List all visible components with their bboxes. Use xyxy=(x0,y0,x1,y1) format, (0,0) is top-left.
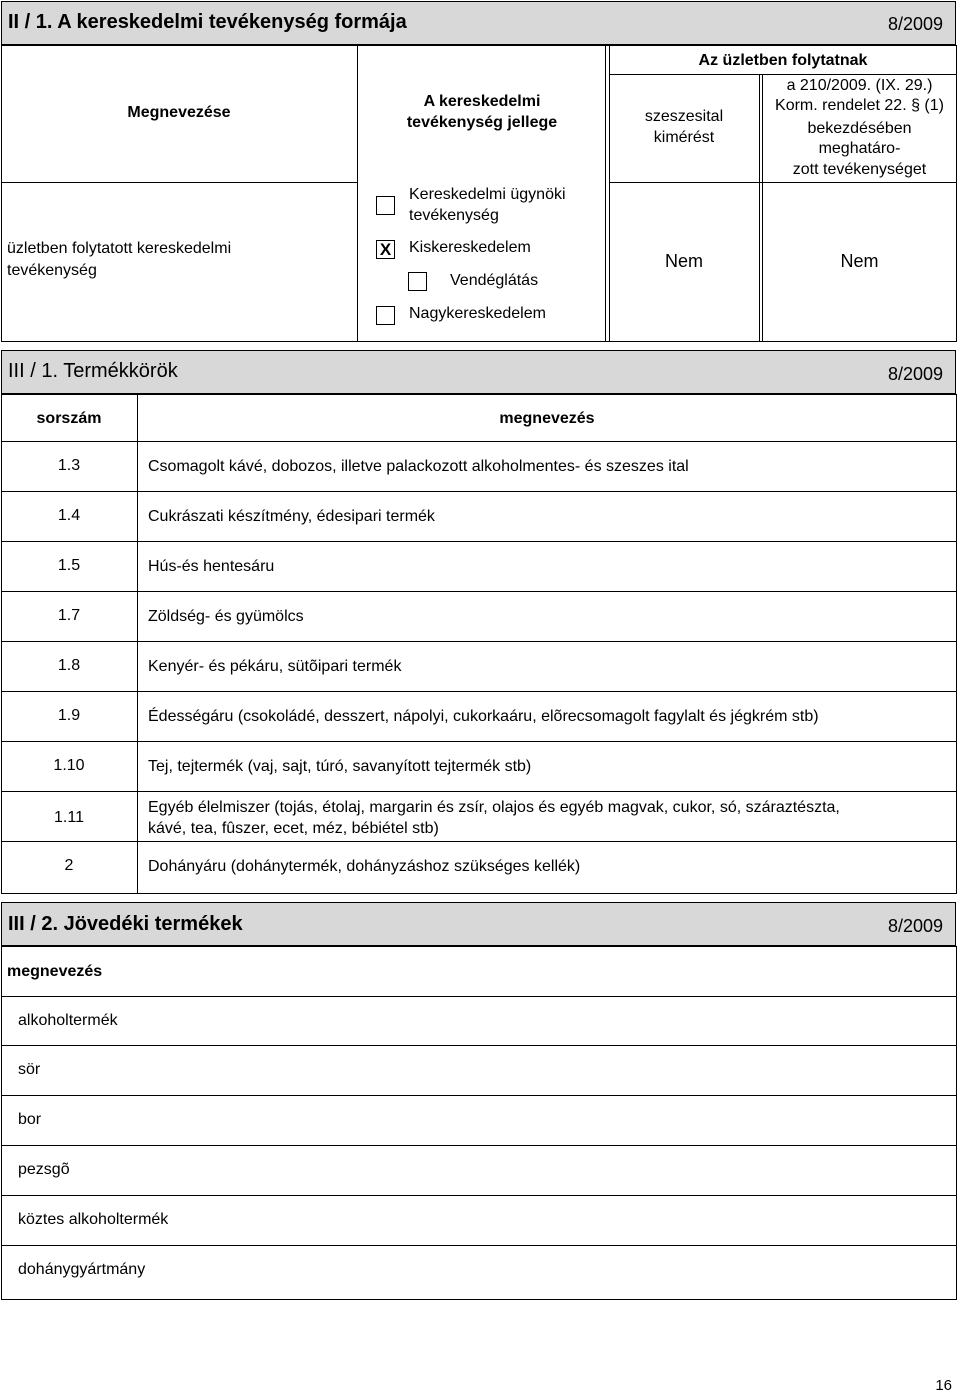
row-name: Egyéb élelmiszer (tojás, étolaj, margarin és zsír, olajos és egyéb magvak, cukor, só, száraztészta, xyxy=(148,799,840,816)
row-name: Hús-és hentesáru xyxy=(148,558,275,575)
option-checkbox-retail[interactable]: X xyxy=(376,240,395,259)
row-num: 1.10 xyxy=(53,757,85,774)
row-name: Csomagolt kávé, dobozos, illetve palackozott alkoholmentes- és szeszes ital xyxy=(148,458,689,475)
row-num: 1.11 xyxy=(54,809,84,826)
col-group-header: Az üzletben folytatnak xyxy=(698,52,868,69)
col-name-header: Megnevezése xyxy=(127,104,231,121)
table-row xyxy=(1,442,957,492)
table-row xyxy=(1,542,957,592)
table-row xyxy=(1,592,957,642)
section-date: 8/2009 xyxy=(887,364,943,384)
row-name: Édességáru (csokoládé, desszert, nápolyi, cukorkaáru, elõrecsomagolt fagylalt és jégkrém stb) xyxy=(148,708,819,725)
option-label-catering: Vendéglátás xyxy=(450,272,539,289)
excise-item: pezsgõ xyxy=(18,1161,70,1178)
section-header-excise xyxy=(1,902,956,946)
excise-item: dohánygyártmány xyxy=(18,1261,146,1278)
list-item xyxy=(1,1096,957,1146)
col-num-header: sorszám xyxy=(36,410,102,427)
option-checkbox-wholesale[interactable] xyxy=(376,306,395,325)
row-name: Tej, tejtermék (vaj, sajt, túró, savanyított tejtermék stb) xyxy=(148,758,532,775)
list-item xyxy=(1,1196,957,1246)
section-title: III / 2. Jövedéki termékek xyxy=(8,913,243,935)
row-name: Cukrászati készítmény, édesipari termék xyxy=(148,508,435,525)
col-activity-line2: Korm. rendelet 22. § (1) xyxy=(775,97,944,114)
activity-value: Nem xyxy=(840,251,879,271)
section-header-form xyxy=(1,1,956,45)
table-row xyxy=(1,792,957,842)
list-item xyxy=(1,996,957,1046)
row-name: Zöldség- és gyümölcs xyxy=(148,608,304,625)
row-name-line1: üzletben folytatott kereskedelmi xyxy=(7,240,232,257)
row-num: 1.3 xyxy=(57,457,81,474)
list-item xyxy=(1,1046,957,1096)
table-row xyxy=(1,642,957,692)
col-activity-line3: bekezdésében xyxy=(807,120,912,137)
excise-item: sör xyxy=(18,1061,41,1078)
col-type-header-line1: A kereskedelmi xyxy=(423,93,541,110)
section-header-products xyxy=(1,350,956,394)
excise-item: bor xyxy=(18,1111,42,1128)
table-row xyxy=(1,692,957,742)
option-label-wholesale: Nagykereskedelem xyxy=(409,305,546,322)
alcohol-value: Nem xyxy=(664,251,703,271)
row-num: 1.9 xyxy=(57,707,81,724)
section-title: III / 1. Termékkörök xyxy=(8,360,178,382)
row-num: 1.8 xyxy=(57,657,81,674)
excise-item: köztes alkoholtermék xyxy=(18,1211,169,1228)
row-name: Dohányáru (dohánytermék, dohányzáshoz szükséges kellék) xyxy=(148,858,581,875)
row-name: Kenyér- és pékáru, sütõipari termék xyxy=(148,658,402,675)
col-alcohol-line2: kimérést xyxy=(653,129,715,146)
table-row xyxy=(1,842,957,892)
option-label-retail: Kiskereskedelem xyxy=(409,239,531,256)
col-alcohol-line1: szeszesital xyxy=(644,108,724,125)
row-name-line2: tevékenység xyxy=(7,262,97,279)
option-checkbox-catering[interactable] xyxy=(408,272,427,291)
table-row xyxy=(1,742,957,792)
list-item xyxy=(1,1246,957,1296)
section-date: 8/2009 xyxy=(887,14,943,34)
option-label-agent-line2: tevékenység xyxy=(409,207,499,224)
excise-item: alkoholtermék xyxy=(18,1012,118,1029)
option-checkbox-agent[interactable] xyxy=(376,196,395,215)
list-item xyxy=(1,1146,957,1196)
col-type-header-line2: tevékenység jellege xyxy=(406,114,558,131)
section-date: 8/2009 xyxy=(887,916,943,936)
row-num: 1.7 xyxy=(57,607,81,624)
row-num: 2 xyxy=(64,857,74,874)
row-num: 1.4 xyxy=(57,507,81,524)
page-number: 16 xyxy=(935,1377,952,1394)
table-row xyxy=(1,492,957,542)
option-label-agent-line1: Kereskedelmi ügynöki xyxy=(409,186,566,203)
col-activity-line4: meghatáro- xyxy=(818,140,901,157)
section-title: II / 1. A kereskedelmi tevékenység formája xyxy=(8,11,407,33)
col-activity-line5: zott tevékenységet xyxy=(792,161,927,178)
col-activity-line1: a 210/2009. (IX. 29.) xyxy=(786,77,933,94)
row-name-continued: kávé, tea, fûszer, ecet, méz, bébiétel stb) xyxy=(148,820,439,837)
col-name-header: megnevezés xyxy=(7,963,103,980)
col-name-header: megnevezés xyxy=(499,410,595,427)
row-num: 1.5 xyxy=(57,557,81,574)
